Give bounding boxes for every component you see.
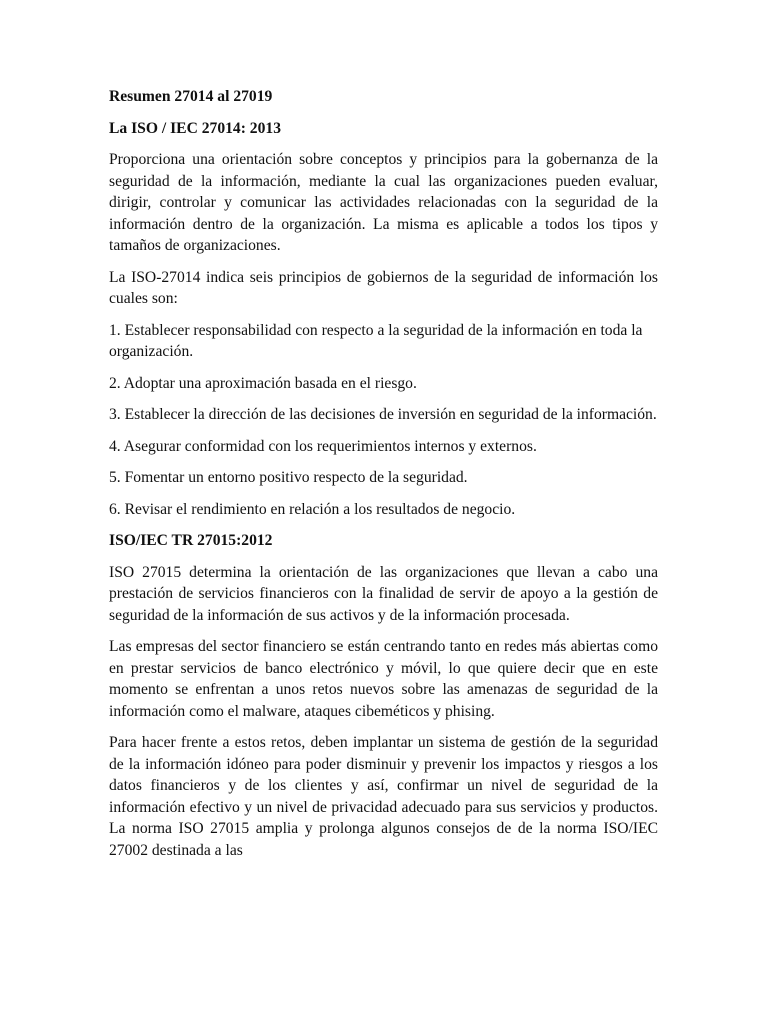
section-heading-iso-27015: ISO/IEC TR 27015:2012 (109, 532, 273, 549)
principle-item: 4. Asegurar conformidad con los requerimientos internos y externos. (109, 437, 537, 455)
principle-item: 1. Establecer responsabilidad con respecto a la seguridad de la información en toda la organización. (109, 321, 643, 360)
principle-item: 3. Establecer la dirección de las decisiones de inversión en seguridad de la información. (109, 406, 657, 423)
document-title: Resumen 27014 al 27019 (109, 88, 273, 105)
principle-item: 6. Revisar el rendimiento en relación a los resultados de negocio. (109, 500, 516, 518)
section-heading-iso-27014: La ISO / IEC 27014: 2013 (109, 119, 281, 137)
paragraph: ISO 27015 determina la orientación de las organizaciones que llevan a cabo una prestación de servicios financieros con la finalidad de servir de apoyo a la gestión de seguridad de la información de sus activos y de la información procesada. (109, 563, 658, 624)
paragraph: La ISO-27014 indica seis principios de gobiernos de la seguridad de información los cuales son: (109, 268, 658, 307)
document-page (109, 86, 658, 871)
paragraph: Las empresas del sector financiero se están centrando tanto en redes más abiertas como en prestar servicios de banco electrónico y móvil, lo que quiere decir que en este momento se enfrentan a unos retos nuevos sobre las amenazas de seguridad de la información como el malware, ataques cibeméticos y phising. (109, 638, 658, 720)
principle-item: 2. Adoptar una aproximación basada en el riesgo. (109, 374, 417, 392)
principle-item: 5. Fomentar un entorno positivo respecto de la seguridad. (109, 469, 468, 486)
paragraph: Para hacer frente a estos retos, deben implantar un sistema de gestión de la seguridad de la información idóneo para poder disminuir y prevenir los impactos y riesgos a los datos financieros y de los clientes y así, confirmar un nivel de seguridad de la información efectivo y un nivel de privacidad adecuado para sus servicios y productos. La norma ISO 27015 amplia y prolonga algunos consejos de de la norma ISO/IEC 27002 destinada a las (109, 734, 658, 859)
paragraph: Proporciona una orientación sobre conceptos y principios para la gobernanza de la seguridad de la información, mediante la cual las organizaciones pueden evaluar, dirigir, controlar y comunicar las actividades relacionadas con la seguridad de la información dentro de la organización. La misma es aplicable a todos los tipos y tamaños de organizaciones. (109, 151, 658, 254)
